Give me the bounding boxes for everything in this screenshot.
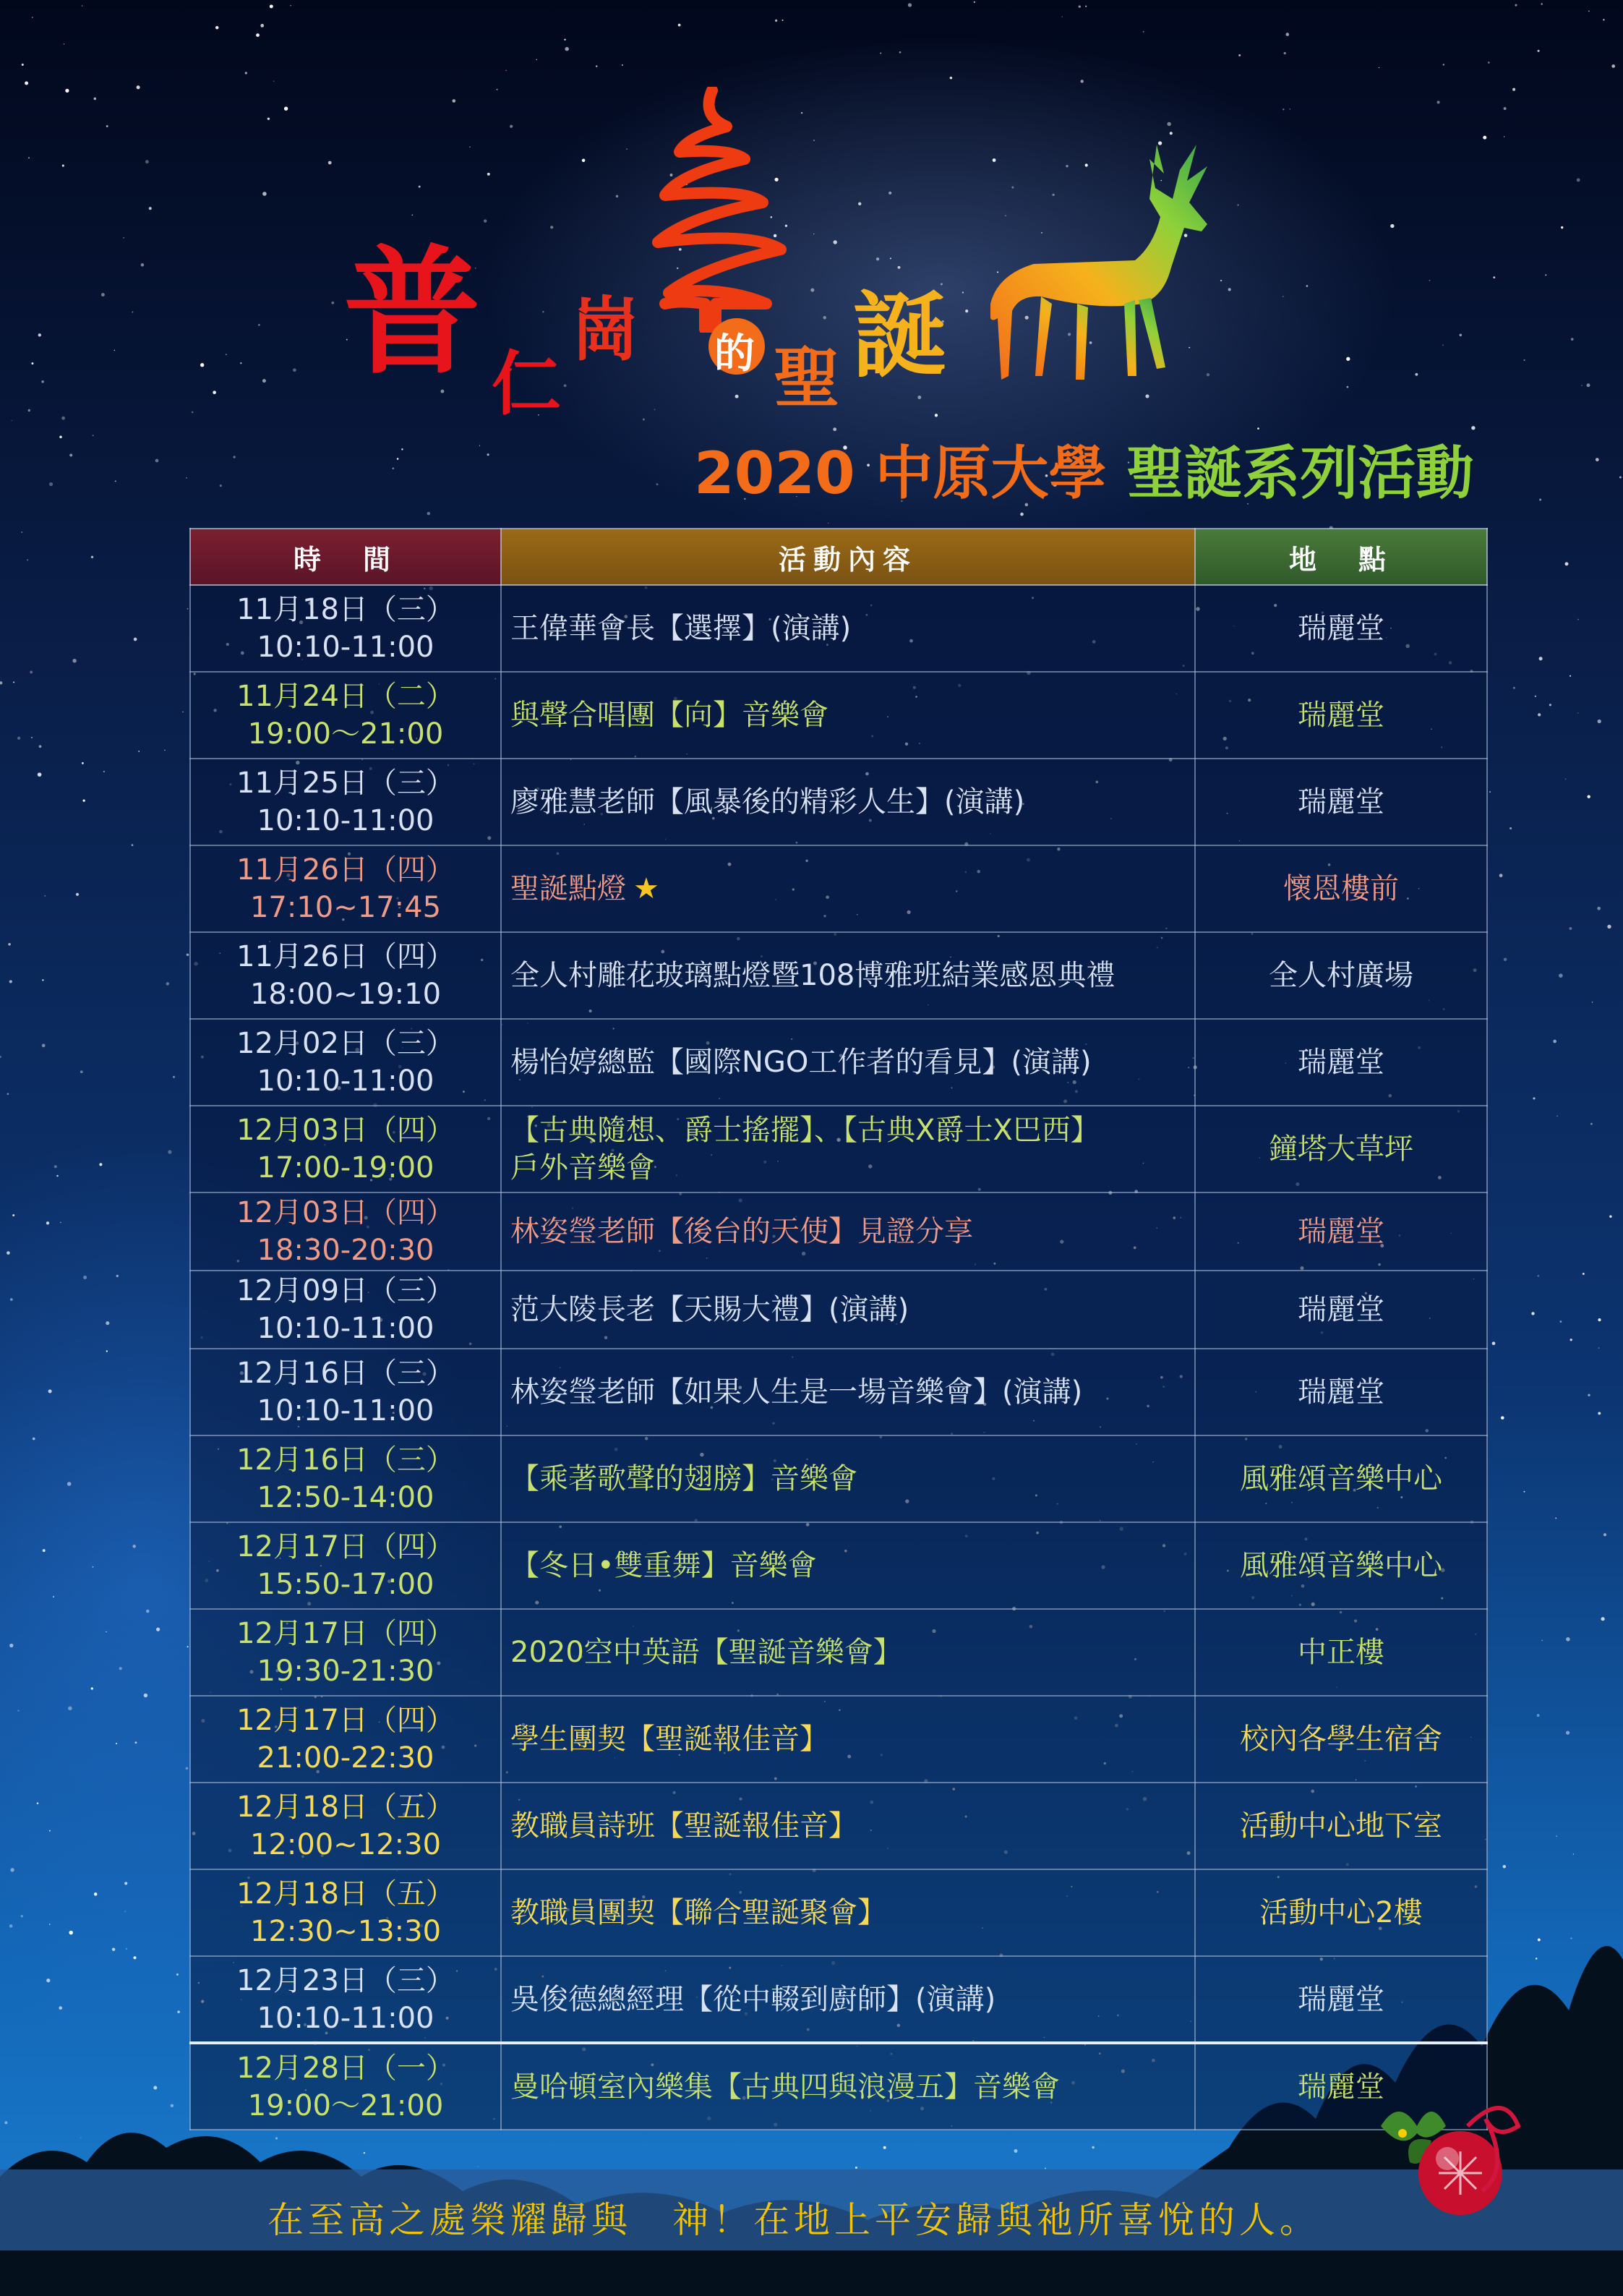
cell-datetime <box>190 2043 501 2130</box>
star-dot <box>21 532 22 533</box>
star-dot <box>13 681 14 683</box>
star-dot <box>53 1596 54 1597</box>
event-activity: 2020空中英語【聖誕音樂會】 <box>510 1636 902 1669</box>
event-activity: 廖雅慧老師【風暴後的精彩人生】(演講) <box>510 785 1025 819</box>
star-dot <box>1577 712 1578 713</box>
event-date: 12月02日（三） <box>236 1027 455 1060</box>
table-row <box>190 1869 1487 1956</box>
star-dot <box>1598 1318 1601 1321</box>
star-dot <box>1570 1339 1572 1341</box>
star-dot <box>91 1687 93 1689</box>
star-dot <box>1492 1341 1496 1345</box>
event-date: 11月18日（三） <box>236 593 455 626</box>
star-dot <box>1549 704 1551 706</box>
event-date: 12月16日（三） <box>236 1357 455 1390</box>
star-dot <box>1537 1275 1539 1277</box>
cell-activity <box>501 1783 1195 1869</box>
event-activity-line2: 戶外音樂會 <box>510 1151 655 1185</box>
star-dot <box>39 745 42 748</box>
cell-activity <box>501 1271 1195 1349</box>
star-dot <box>134 638 137 641</box>
star-dot <box>76 893 79 896</box>
event-date: 12月03日（四） <box>236 1114 455 1147</box>
star-dot <box>82 762 84 764</box>
event-activity: 與聲合唱團【向】音樂會 <box>510 699 828 732</box>
star-dot <box>1607 925 1611 929</box>
event-activity: 學生團契【聖誕報佳音】 <box>510 1723 828 1756</box>
star-dot <box>106 1350 108 1352</box>
star-dot <box>1541 1640 1543 1642</box>
header-activity: 活動內容 <box>501 529 1195 585</box>
star-dot <box>1555 1517 1556 1519</box>
cell-activity <box>501 845 1195 932</box>
star-dot <box>1569 927 1572 930</box>
event-date: 12月28日（一） <box>236 2051 455 2085</box>
event-time: 10:10-11:00 <box>257 1312 434 1345</box>
star-dot <box>93 1566 94 1568</box>
event-time: 15:50-17:00 <box>257 1568 434 1601</box>
star-dot <box>30 670 33 673</box>
table-row <box>190 845 1487 932</box>
event-time: 12:00~12:30 <box>249 1828 442 1861</box>
cell-activity <box>501 2043 1195 2130</box>
star-dot <box>27 559 28 560</box>
cell-location: 瑞麗堂 <box>1195 672 1487 759</box>
event-time: 19:00～21:00 <box>247 2088 444 2122</box>
cell-activity <box>501 585 1195 672</box>
table-row <box>190 1019 1487 1106</box>
cell-datetime <box>190 1349 501 1435</box>
table-row <box>190 1106 1487 1192</box>
event-activity: 林姿瑩老師【如果人生是一場音樂會】(演講) <box>510 1375 1083 1409</box>
star-dot <box>187 954 189 957</box>
star-dot <box>54 1165 57 1168</box>
event-date: 12月18日（五） <box>236 1791 455 1824</box>
subtitle-series: 聖誕系列活動 <box>1126 440 1474 507</box>
star-dot <box>1553 1040 1556 1044</box>
header-location: 地 點 <box>1195 529 1487 585</box>
star-dot <box>33 1438 35 1441</box>
cell-activity <box>501 1869 1195 1956</box>
cell-location: 瑞麗堂 <box>1195 1192 1487 1271</box>
star-dot <box>116 1275 119 1277</box>
cell-datetime <box>190 1696 501 1783</box>
table-row <box>190 759 1487 845</box>
cell-datetime <box>190 585 501 672</box>
cell-activity <box>501 1522 1195 1609</box>
cell-location: 瑞麗堂 <box>1195 2043 1487 2130</box>
cell-location: 瑞麗堂 <box>1195 585 1487 672</box>
star-dot <box>10 1298 13 1301</box>
star-dot <box>144 1694 147 1697</box>
cell-activity <box>501 1019 1195 1106</box>
subtitle-year-university: 2020 中原大學 <box>694 440 1107 507</box>
header-time: 時 間 <box>190 529 501 585</box>
star-dot <box>1539 657 1543 660</box>
cell-datetime <box>190 1106 501 1192</box>
star-dot <box>1597 907 1601 910</box>
star-dot <box>42 979 43 981</box>
table-row <box>190 1192 1487 1271</box>
star-dot <box>60 1221 61 1223</box>
event-date: 11月25日（三） <box>236 767 455 800</box>
star-dot <box>116 1743 117 1744</box>
event-date: 12月23日（三） <box>236 1963 455 1997</box>
star-dot <box>9 980 12 983</box>
star-dot <box>1513 687 1515 689</box>
cell-datetime <box>190 672 501 759</box>
star-dot <box>132 844 134 846</box>
cell-datetime <box>190 1192 501 1271</box>
star-dot <box>1570 675 1571 677</box>
event-activity: 范大陵長老【天賜大禮】(演講) <box>510 1293 909 1326</box>
event-time: 21:00-22:30 <box>257 1741 434 1775</box>
title-char-ren: 仁 <box>492 343 561 424</box>
event-activity: 全人村雕花玻璃點燈暨108博雅班結業感恩典禮 <box>510 959 1115 992</box>
star-dot <box>1533 1097 1535 1099</box>
star-dot <box>42 1044 46 1047</box>
star-dot <box>1499 874 1503 877</box>
star-dot <box>9 1644 13 1647</box>
cell-location: 鐘塔大草坪 <box>1195 1106 1487 1192</box>
cell-datetime <box>190 1609 501 1696</box>
star-dot <box>68 1707 72 1711</box>
star-dot <box>119 1667 122 1670</box>
event-activity: 【乘著歌聲的翅膀】音樂會 <box>510 1462 857 1495</box>
event-activity: 曼哈頓室內樂集【古典四與浪漫五】音樂會 <box>510 2070 1060 2104</box>
star-dot <box>168 1150 171 1153</box>
star-dot <box>146 1610 149 1613</box>
title-char-pu: 普 <box>343 231 481 393</box>
star-dot <box>187 1646 189 1647</box>
star-dot <box>164 750 165 751</box>
star-dot <box>1501 1416 1504 1420</box>
star-dot <box>1556 1116 1557 1117</box>
star-dot <box>106 1321 109 1325</box>
star-dot <box>1537 1714 1540 1717</box>
event-activity: 聖誕點燈 <box>510 872 626 905</box>
star-dot <box>8 943 11 946</box>
cell-activity <box>501 932 1195 1019</box>
cell-location: 瑞麗堂 <box>1195 1349 1487 1435</box>
cell-datetime <box>190 1271 501 1349</box>
cell-location: 校內各學生宿舍 <box>1195 1696 1487 1783</box>
star-dot <box>43 1549 46 1552</box>
star-dot <box>17 737 20 740</box>
title-char-sheng: 聖 <box>774 339 841 417</box>
cell-location: 中正樓 <box>1195 1609 1487 1696</box>
table-row <box>190 1522 1487 1609</box>
cell-location: 瑞麗堂 <box>1195 1956 1487 2043</box>
cell-datetime <box>190 1869 501 1956</box>
event-activity: 王偉華會長【選擇】(演講) <box>510 612 852 645</box>
star-dot <box>182 712 184 713</box>
table-row <box>190 1696 1487 1783</box>
event-time: 12:30~13:30 <box>249 1915 442 1948</box>
cell-datetime <box>190 1522 501 1609</box>
table-row <box>190 672 1487 759</box>
title-char-dan: 誕 <box>853 280 948 391</box>
event-activity: 【古典隨想、爵士搖擺】、【古典X爵士X巴西】 <box>510 1114 1100 1147</box>
event-activity: 吳俊德總經理【從中輟到廚師】(演講) <box>510 1982 996 2016</box>
event-activity: 林姿瑩老師【後台的天使】見證分享 <box>510 1215 973 1248</box>
star-dot <box>1559 973 1563 978</box>
star-dot <box>1583 1273 1585 1275</box>
cell-location: 風雅頌音樂中心 <box>1195 1435 1487 1522</box>
event-time: 12:50-14:00 <box>257 1481 434 1514</box>
star-dot <box>1560 1320 1562 1323</box>
cell-activity <box>501 759 1195 845</box>
star-dot <box>138 751 140 752</box>
star-dot <box>99 1163 102 1166</box>
star-dot <box>17 1710 19 1711</box>
event-time: 10:10-11:00 <box>257 1064 434 1098</box>
verse-text: 在至高之處榮耀歸與 神！在地上平安歸與祂所喜悅的人。 <box>267 2199 1320 2241</box>
event-date: 12月16日（三） <box>236 1443 455 1477</box>
cell-location: 瑞麗堂 <box>1195 759 1487 845</box>
star-dot <box>187 608 189 610</box>
cell-activity <box>501 1106 1195 1192</box>
event-date: 11月24日（二） <box>236 680 455 713</box>
event-schedule-table <box>189 528 1488 2130</box>
table-row <box>190 1435 1487 1522</box>
table-row <box>190 932 1487 1019</box>
event-activity: 【冬日•雙重舞】音樂會 <box>510 1549 817 1582</box>
cell-location: 活動中心地下室 <box>1195 1783 1487 1869</box>
star-dot <box>46 1221 49 1224</box>
event-time: 10:10-11:00 <box>257 804 434 837</box>
christmas-tree-icon <box>636 87 795 333</box>
table-row <box>190 1783 1487 1869</box>
cell-datetime <box>190 759 501 845</box>
event-time: 10:10-11:00 <box>257 1394 434 1427</box>
table-row <box>190 2043 1487 2130</box>
title-char-de: 的 <box>714 330 755 377</box>
event-date: 12月17日（四） <box>236 1704 455 1737</box>
event-date: 12月03日（四） <box>236 1196 455 1229</box>
cell-datetime <box>190 1783 501 1869</box>
star-dot <box>132 1545 136 1548</box>
subtitle <box>694 427 1473 510</box>
star-dot <box>1598 1347 1600 1349</box>
star-dot <box>38 772 42 777</box>
star-dot <box>1538 713 1541 716</box>
event-activity: 教職員團契【聯合聖誕聚會】 <box>510 1896 886 1929</box>
event-date: 12月18日（五） <box>236 1877 455 1911</box>
table-row <box>190 1609 1487 1696</box>
table-header-row <box>190 529 1487 585</box>
star-dot <box>82 799 85 801</box>
event-time: 19:00～21:00 <box>247 717 444 751</box>
star-dot <box>80 1070 83 1073</box>
star-dot <box>7 1093 9 1096</box>
star-dot <box>166 982 170 986</box>
star-dot <box>1588 1394 1590 1396</box>
title-char-gang: 崗 <box>571 289 641 370</box>
star-dot <box>103 771 105 772</box>
cell-location: 風雅頌音樂中心 <box>1195 1522 1487 1609</box>
table-row <box>190 1271 1487 1349</box>
star-dot <box>1489 791 1491 793</box>
table-row <box>190 1349 1487 1435</box>
star-dot <box>1565 778 1567 780</box>
star-dot <box>12 1214 14 1216</box>
cell-location: 瑞麗堂 <box>1195 1019 1487 1106</box>
star-dot <box>91 556 93 558</box>
cell-location: 瑞麗堂 <box>1195 1271 1487 1349</box>
star-dot <box>0 681 2 684</box>
event-time: 10:10-11:00 <box>257 631 434 664</box>
cell-datetime <box>190 845 501 932</box>
star-dot <box>45 895 46 896</box>
star-dot <box>1504 958 1507 962</box>
event-time: 18:30-20:30 <box>257 1234 434 1267</box>
star-dot <box>1590 1123 1593 1125</box>
star-dot <box>106 1631 107 1633</box>
star-dot <box>135 1741 137 1744</box>
event-date: 11月26日（四） <box>236 853 455 887</box>
star-dot <box>1598 720 1601 723</box>
cell-activity <box>501 1349 1195 1435</box>
event-activity: 楊怡婷總監【國際NGO工作者的看見】(演講) <box>510 1046 1092 1079</box>
reindeer-icon <box>990 130 1251 405</box>
star-dot <box>186 1767 189 1770</box>
star-dot <box>31 737 33 738</box>
star-dot <box>156 1628 160 1631</box>
table-row <box>190 585 1487 672</box>
star-dot <box>67 1482 72 1486</box>
event-time: 17:10~17:45 <box>249 891 442 924</box>
star-dot <box>83 1276 87 1279</box>
star-icon: ★ <box>633 872 659 905</box>
star-dot <box>7 1251 10 1255</box>
star-dot <box>0 1056 1 1058</box>
star-dot <box>1509 827 1512 829</box>
cell-datetime <box>190 1435 501 1522</box>
event-time: 17:00-19:00 <box>257 1151 434 1185</box>
star-dot <box>1535 696 1536 697</box>
event-time: 10:10-11:00 <box>257 2001 434 2035</box>
event-date: 12月09日（三） <box>236 1274 455 1307</box>
cell-activity <box>501 1609 1195 1696</box>
event-time: 18:00~19:10 <box>249 978 442 1011</box>
cell-datetime <box>190 1956 501 2043</box>
cell-activity <box>501 1956 1195 2043</box>
star-dot <box>1565 562 1569 566</box>
christmas-ornament-icon <box>1359 2083 1533 2227</box>
cell-activity <box>501 672 1195 759</box>
star-dot <box>1524 1491 1525 1493</box>
star-dot <box>56 1175 59 1177</box>
event-activity: 教職員詩班【聖誕報佳音】 <box>510 1809 857 1843</box>
cell-activity <box>501 1435 1195 1522</box>
event-date: 12月17日（四） <box>236 1617 455 1650</box>
event-time: 19:30-21:30 <box>257 1655 434 1688</box>
star-dot <box>1588 795 1590 798</box>
star-dot <box>1609 1216 1611 1218</box>
cell-location: 活動中心2樓 <box>1195 1869 1487 1956</box>
cell-activity <box>501 1696 1195 1783</box>
star-dot <box>173 1076 175 1078</box>
event-date: 11月26日（四） <box>236 940 455 973</box>
star-dot <box>1531 1312 1534 1315</box>
star-dot <box>1601 1617 1604 1621</box>
cell-datetime <box>190 1019 501 1106</box>
cell-datetime <box>190 932 501 1019</box>
cell-location: 全人村廣場 <box>1195 932 1487 1019</box>
star-dot <box>1577 619 1579 620</box>
event-date: 12月17日（四） <box>236 1530 455 1563</box>
star-dot <box>48 1389 52 1393</box>
cell-location: 懷恩樓前 <box>1195 845 1487 932</box>
cell-activity <box>501 1192 1195 1271</box>
star-dot <box>72 659 76 662</box>
star-dot <box>1603 1533 1606 1536</box>
table-row <box>190 1956 1487 2043</box>
star-dot <box>1598 1412 1601 1414</box>
star-dot <box>1566 1730 1570 1734</box>
star-dot <box>1566 1637 1570 1642</box>
